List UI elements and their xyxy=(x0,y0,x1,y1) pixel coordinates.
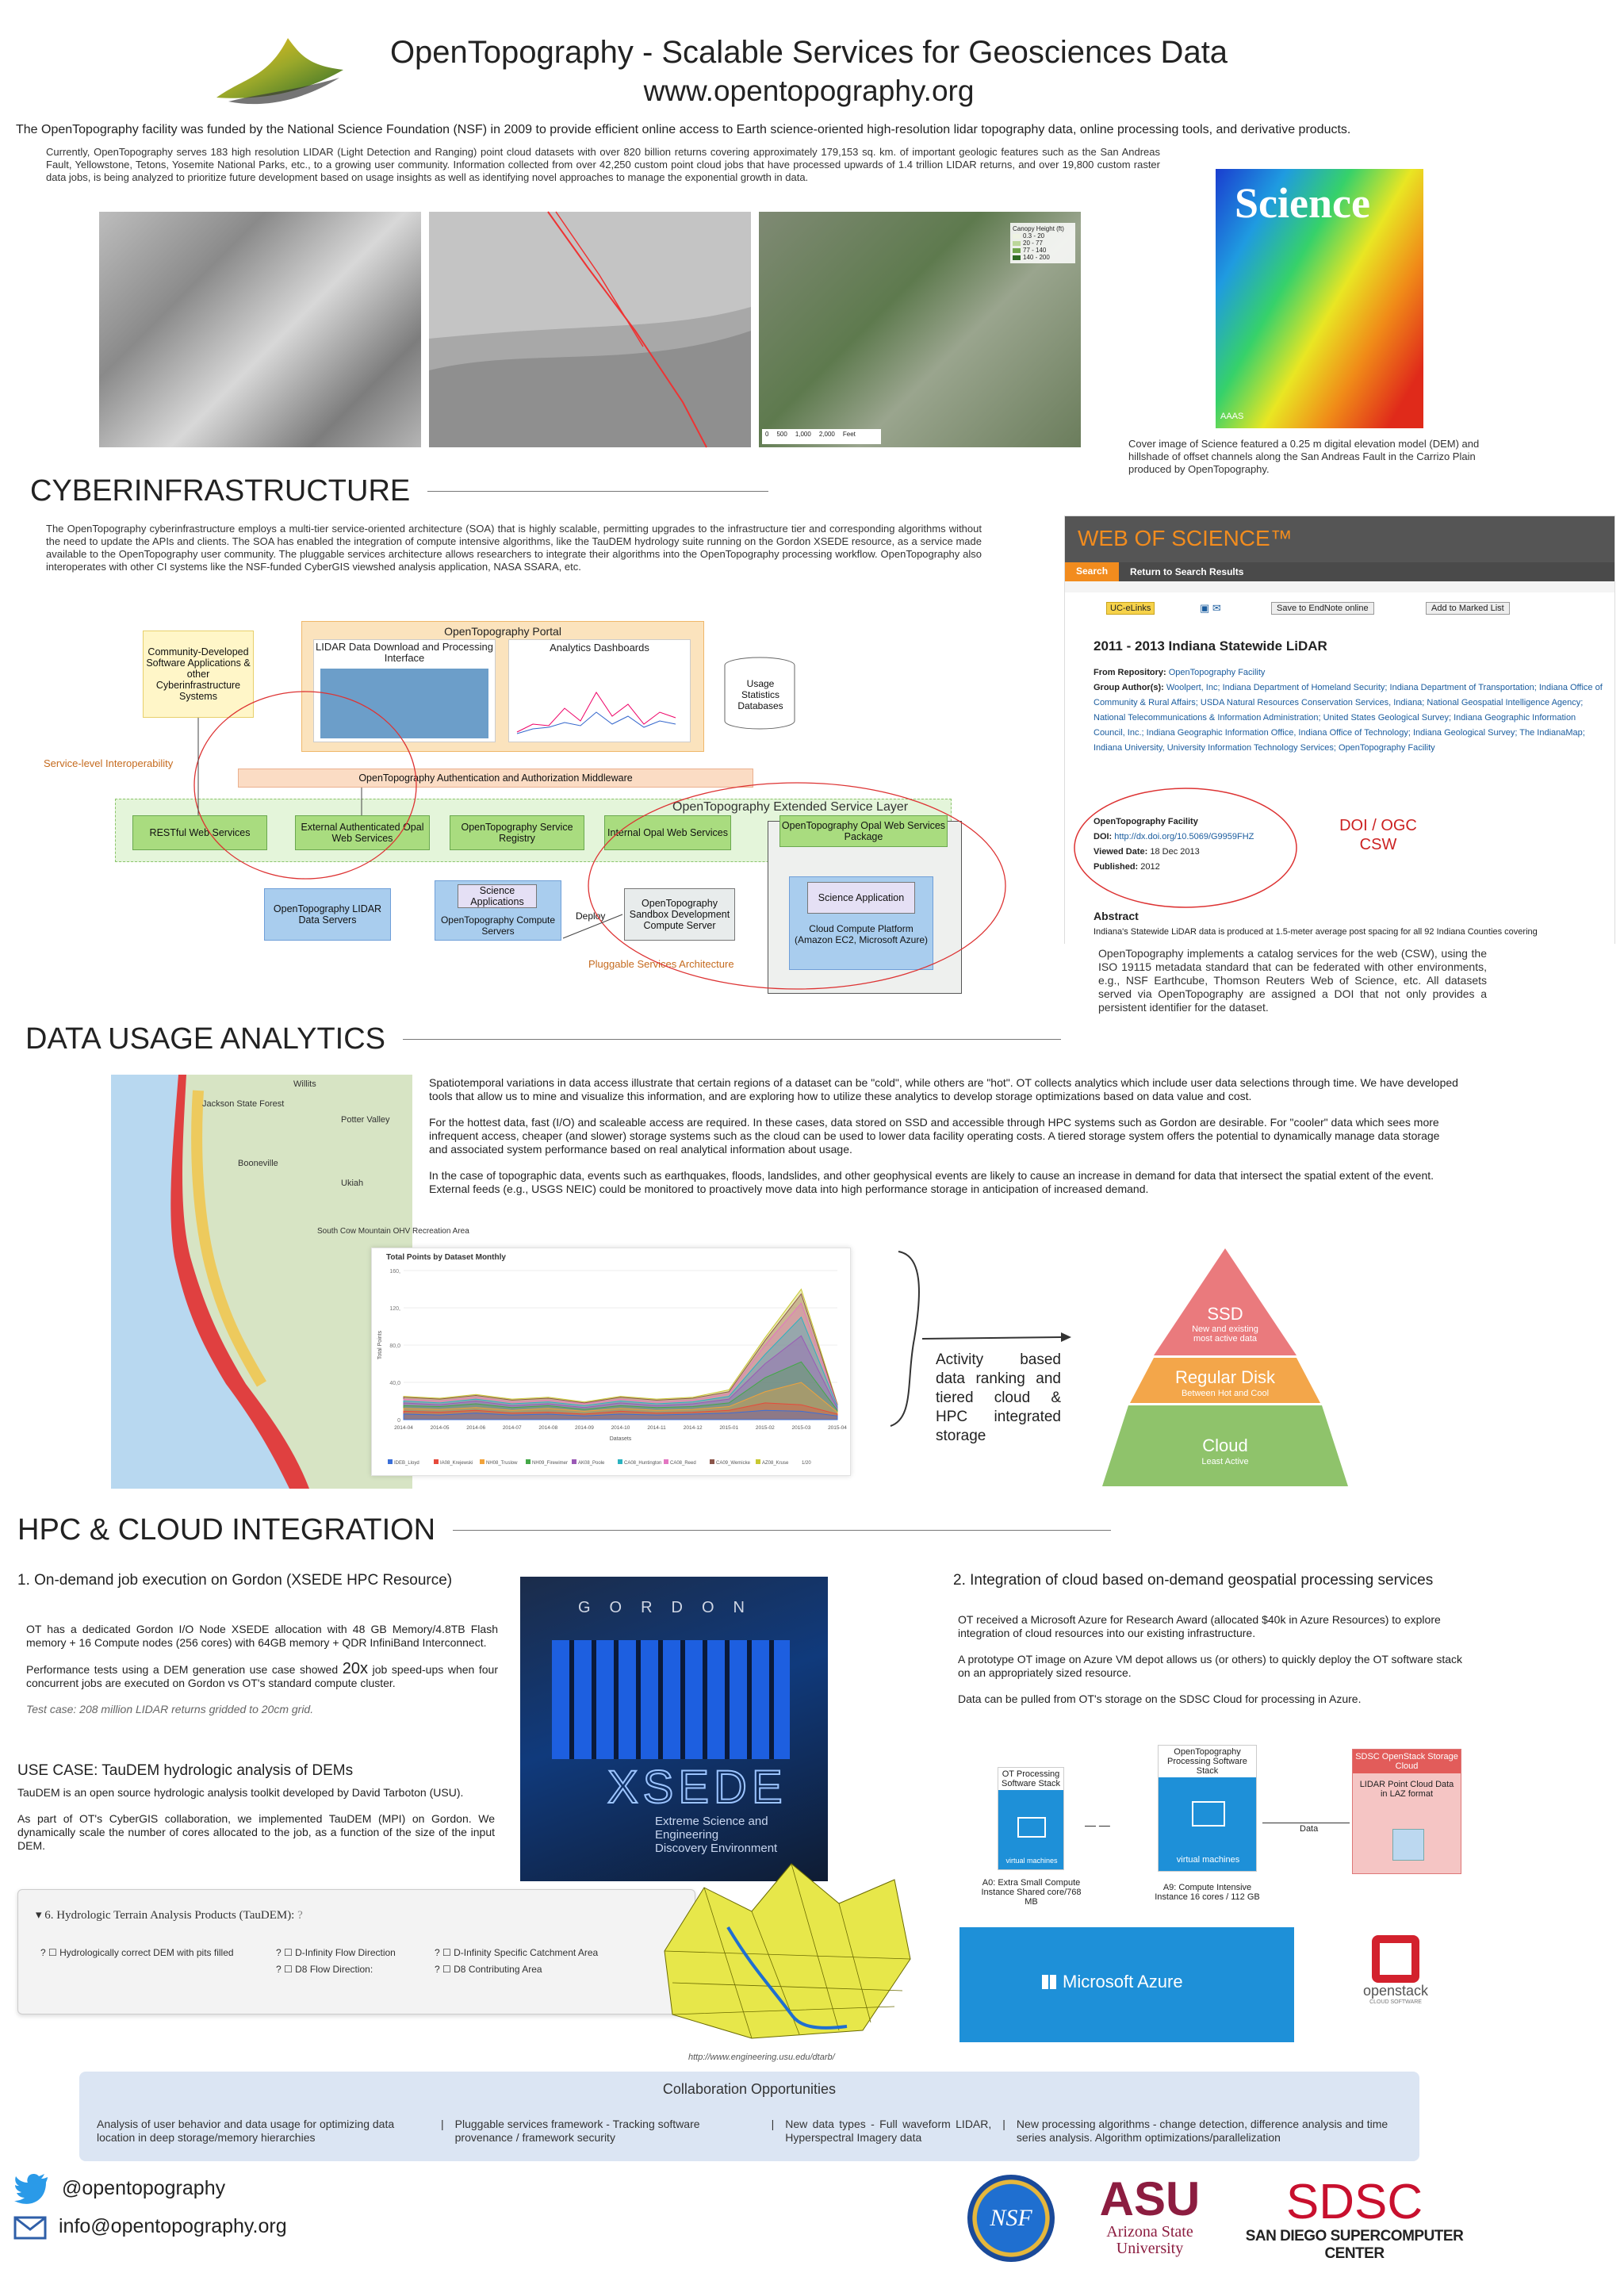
internal-opal-box: Internal Opal Web Services xyxy=(604,815,731,850)
perf-text-2: job speed-ups when four concurrent jobs are executed on Gordon vs OT's standard compute cluster. xyxy=(26,1663,498,1689)
section-analytics xyxy=(25,1022,1061,1056)
fault-hillshade-image xyxy=(429,212,751,447)
intro-paragraph: Currently, OpenTopography serves 183 high resolution LIDAR (Light Detection and Ranging) point cloud datasets with over 820 billion returns covering approximately 179,153 sq. km. of important geologic features such as the San Andreas Fault, Yellowstone, Tetons, Yosemite National Parks, etc., to a growing user community. Information collected from over 42,250 custom point cloud jobs that have processed upwards of 1.4 trillion LIDAR returns, and over 19,800 custom raster data jobs, is being analyzed to prioritize future development based on usage insights as well as identifying novel approaches to manage the exponential growth in data. xyxy=(46,146,1160,183)
vm-large-title: OpenTopography Processing Software Stack xyxy=(1159,1746,1256,1777)
help-icon[interactable]: ? xyxy=(276,1947,282,1958)
y-tick-label: 0 xyxy=(397,1418,400,1424)
option-label: D8 Contributing Area xyxy=(454,1964,542,1975)
sdsc-box-title: SDSC OpenStack Storage Cloud xyxy=(1353,1750,1461,1773)
record-title: 2011 - 2013 Indiana Statewide LiDAR xyxy=(1094,638,1327,654)
vm-small-label: virtual machines xyxy=(1005,1857,1058,1865)
cloud-science-app-box: Science Application xyxy=(807,882,915,914)
option-label: Hydrologically correct DEM with pits filled xyxy=(59,1947,234,1958)
taudem-panel-title: 6. Hydrologic Terrain Analysis Products (TauDEM): xyxy=(44,1909,295,1922)
usage-db-label: Usage Statistics Databases xyxy=(737,678,783,711)
x-tick-label: 2014-09 xyxy=(574,1425,594,1431)
lidar-servers-box: OpenTopography LIDAR Data Servers xyxy=(264,888,391,941)
ranking-label: Activity based data ranking and tiered cloud & HPC integrated storage xyxy=(936,1351,1061,1444)
diagram-annotations xyxy=(0,615,1023,995)
group-authors[interactable]: Woolpert, Inc; Indiana Department of Homeland Security; Indiana Department of Transportation; Indiana Office of Community & Rural Affairs; USDA Natural Resources Conservation Services, Indiana; National Geospatial Intelligence Agency; National Telecommunications & Information Administration; United States Geological Survey; Indiana Geographic Information Council, Inc.; Indiana Geographic Information Office, Indiana Office of Technology; Indiana Geological Survey; The IndianaMap; Indiana University, University Information Technology Services; OpenTopography Facility xyxy=(1094,683,1603,753)
map-place: Ukiah xyxy=(341,1179,364,1188)
section-cyberinfrastructure xyxy=(30,474,768,508)
x-tick-label: 2015-03 xyxy=(791,1425,811,1431)
help-icon[interactable]: ? xyxy=(435,1964,440,1975)
legend-label: NH09_Firewimer xyxy=(532,1461,569,1466)
science-caption: Cover image of Science featured a 0.25 m digital elevation model (DEM) and hillshade of offset channels along the San Andreas Fault in the Carrizo Plain produced by OpenTopography. xyxy=(1128,438,1480,475)
facility-label: OpenTopography Facility xyxy=(1094,817,1198,826)
legend-pager: 1/20 xyxy=(802,1461,811,1466)
sdsc-storage-box xyxy=(1352,1749,1461,1874)
nsf-logo: NSF xyxy=(967,2175,1055,2262)
science-apps-box: Science Applications xyxy=(458,884,537,908)
usage-chart xyxy=(372,1248,852,1477)
auth-middleware-box: OpenTopography Authentication and Authorization Middleware xyxy=(238,769,753,788)
legend-item: 140 - 200 xyxy=(1023,254,1050,261)
collab-title: Collaboration Opportunities xyxy=(662,2081,837,2097)
scale-label: 0 xyxy=(765,431,769,438)
legend-label: IDEB_Lloyd xyxy=(394,1461,419,1466)
test-case: Test case: 208 million LIDAR returns gridded to 20cm grid. xyxy=(26,1703,314,1715)
xsede-tagline: Extreme Science and Engineering xyxy=(655,1815,768,1842)
y-tick-label: 80,0 xyxy=(389,1344,400,1349)
funding-statement: The OpenTopography facility was funded by the National Science Foundation (NSF) in 2009 to provide efficient online access to Earth science-oriented high-resolution lidar topography data, online processing tools, and derivative products. xyxy=(16,123,1351,136)
published-label: Published: xyxy=(1094,862,1139,872)
openstack-sub: CLOUD SOFTWARE xyxy=(1369,1999,1422,2005)
wos-caption: OpenTopography implements a catalog services for the web (CSW), using the ISO 19115 metadata standard that can be federated with other environments, e.g., NSF Earthcube, Thomson Reuters Web of Science, etc. All datasets served via OpenTopography are assigned a DOI that not only provides a persistent identifier for the dataset. xyxy=(1098,947,1487,1014)
page-title: OpenTopography - Scalable Services for Geosciences Data xyxy=(389,35,1228,70)
canopy-legend-title: Canopy Height (ft) xyxy=(1013,225,1064,232)
x-tick-label: 2014-11 xyxy=(647,1425,666,1431)
sdsc-name: SAN DIEGO SUPERCOMPUTER CENTER xyxy=(1245,2228,1464,2262)
scale-label: 2,000 xyxy=(818,431,835,438)
legend-item: 20 - 77 xyxy=(1023,240,1043,247)
group-label: Group Author(s): xyxy=(1094,683,1164,692)
endnote-button[interactable]: Save to EndNote online xyxy=(1271,602,1374,615)
legend-swatch xyxy=(756,1459,760,1464)
analytics-paragraph: Spatiotemporal variations in data access illustrate that certain regions of a dataset can be "cold", while others are "hot". OT collects analytics which include user data selections through time. We have developed tools that allow us to mine and visualize this information, and are exploring how to utilize these analytics to develop storage optimizations based on data value and cost. xyxy=(429,1076,1458,1102)
section-heading: DATA USAGE ANALYTICS xyxy=(25,1022,386,1056)
x-tick-label: 2015-04 xyxy=(828,1425,847,1431)
lidar-hillshade-image xyxy=(99,212,421,447)
map-place: Jackson State Forest xyxy=(202,1099,285,1109)
cloud-label: Cloud xyxy=(1202,1436,1248,1455)
sdsc-mark: SDSC xyxy=(1285,2175,1423,2229)
y-tick-label: 40,0 xyxy=(389,1381,400,1386)
asu-mark: ASU xyxy=(1099,2172,1201,2225)
cloud-paragraph: OT received a Microsoft Azure for Research Award (allocated $40k in Azure Resources) to explore integration of cloud resources into our existing infrastructure. xyxy=(958,1613,1441,1639)
xsede-tagline-2: Discovery Environment xyxy=(655,1842,778,1855)
xsede-wordmark: XSEDE xyxy=(607,1761,787,1813)
deploy-label: Deploy xyxy=(576,910,606,922)
restful-services-box: RESTful Web Services xyxy=(132,815,267,850)
email-icon[interactable] xyxy=(14,2215,46,2239)
sdsc-logo xyxy=(1228,2177,1481,2263)
x-tick-label: 2014-08 xyxy=(538,1425,558,1431)
vm-large-caption: A9: Compute Intensive Instance 16 cores / 112 GB xyxy=(1155,1883,1260,1902)
storage-pyramid xyxy=(1082,1248,1368,1486)
azure-banner xyxy=(959,1927,1294,2042)
help-icon[interactable]: ? xyxy=(276,1964,282,1975)
published-year: 2012 xyxy=(1140,862,1160,872)
legend-swatch xyxy=(434,1459,439,1464)
analytics-paragraph: For the hottest data, fast (I/O) and scaleable access are required. In these cases, data stored on SSD and accessible through HPC systems such as Gordon are desirable. For "cooler" data which sees more infrequent access, cheaper (and slower) storage systems such as the cloud can be used to lower data facility operating costs. A tiered storage system offers the potential to dynamically manage data storage and associated system performance based on real analytical information about usage. xyxy=(429,1116,1440,1156)
marked-list-button[interactable]: Add to Marked List xyxy=(1426,602,1510,615)
wos-brand: WEB OF SCIENCE™ xyxy=(1065,516,1614,562)
vm-large xyxy=(1158,1745,1257,1872)
collab-item: Analysis of user behavior and data usage for optimizing data location in deep storage/memory hierarchies xyxy=(97,2118,395,2144)
legend-label: CA08_Huntington xyxy=(624,1461,662,1466)
taudem-paragraph: As part of OT's CyberGIS collaboration, we implemented TauDEM (MPI) on Gordon. We dynamically scale the number of cores allocated to the job, as a function of the size of the input DEM. xyxy=(17,1812,495,1852)
twitter-icon[interactable] xyxy=(14,2173,49,2203)
cloud-sub: Least Active xyxy=(1201,1457,1249,1466)
help-icon[interactable]: ? xyxy=(435,1947,440,1958)
viewed-label: Viewed Date: xyxy=(1094,847,1148,857)
windows-icon xyxy=(1042,1975,1056,1989)
opentopography-logo xyxy=(213,22,347,116)
gordon-title: 1. On-demand job execution on Gordon (XSEDE HPC Resource) xyxy=(17,1572,453,1589)
ellipsis-connector: — — xyxy=(1085,1819,1110,1831)
help-icon[interactable]: ? xyxy=(297,1909,303,1922)
cloud-platform-label: Cloud Compute Platform (Amazon EC2, Microsoft Azure) xyxy=(794,923,929,945)
lidar-download-title: LIDAR Data Download and Processing Interface xyxy=(316,641,494,664)
x-tick-label: 2014-05 xyxy=(430,1425,450,1431)
portal-title: OpenTopography Portal xyxy=(444,625,561,638)
openstack-logo xyxy=(1348,1935,1443,2005)
data-label: Data xyxy=(1300,1824,1319,1834)
rack-graphic xyxy=(552,1640,790,1759)
y-axis-label: Total Points xyxy=(377,1330,383,1360)
doi-highlight-ellipse xyxy=(1065,592,1616,956)
cyber-paragraph: The OpenTopography cyberinfrastructure employs a multi-tier service-oriented architecture (SOA) that is highly scalable, permitting upgrades to the infrastructure tier and corresponding algorithms without the need to update the APIs and clients. The SOA has enabled the integration of compute intensive algorithms, like the TauDEM hydrology suite running on the Gordon XSEDE resource, as a service made available to the OpenTopography user community. The pluggable services architecture allows researchers to integrate their algorithms into the OpenTopography processing workflow. OpenTopography also interoperates with other CI systems like the NSF-funded CyberGIS viewshed analysis application, NASA SSARA, etc. xyxy=(46,523,982,573)
viewed-date: 18 Dec 2013 xyxy=(1150,847,1200,857)
canopy-height-image xyxy=(759,212,1081,447)
legend-label: IA08_Krejewski xyxy=(440,1461,473,1466)
opal-package-box: OpenTopography Opal Web Services Package xyxy=(779,815,948,847)
legend-label: CA08_Reed xyxy=(670,1461,696,1466)
monitor-icon xyxy=(1192,1801,1225,1827)
section-hpc xyxy=(17,1513,1111,1547)
aaas-label: AAAS xyxy=(1220,412,1244,421)
gordon-text xyxy=(26,1623,498,1716)
wos-return-link[interactable]: Return to Search Results xyxy=(1130,566,1244,577)
x-axis-label: Datasets xyxy=(609,1436,632,1442)
section-heading: CYBERINFRASTRUCTURE xyxy=(30,474,411,508)
service-registry-box: OpenTopography Service Registry xyxy=(450,815,584,850)
collab-item: New data types - Full waveform LIDAR, Hyperspectral Imagery data xyxy=(785,2118,992,2144)
vm-small xyxy=(998,1767,1064,1870)
taudem-panel: ▾ 6. Hydrologic Terrain Analysis Products (TauDEM): ? ? ☐ Hydrologically correct DEM with pits filled ? ☐ D-Infinity Flow Direction ? ☐ D8 Flow Direction: ? ☐ D-Infinity Specific Catchment Area ? ☐ D8 Contributing Area xyxy=(17,1889,695,2014)
perf-text: Performance tests using a DEM generation use case showed xyxy=(26,1663,339,1676)
site-url[interactable]: www.opentopography.org xyxy=(643,75,975,107)
sdsc-box-sub: LIDAR Point Cloud Data in LAZ format xyxy=(1359,1780,1454,1799)
checkbox[interactable]: ☐ xyxy=(48,1947,57,1958)
legend-label: CA09_Wemicke xyxy=(716,1461,750,1466)
print-email-icon[interactable]: ▣ ✉ xyxy=(1200,602,1221,614)
option-label: D8 Flow Direction: xyxy=(295,1964,373,1975)
legend-item: 77 - 140 xyxy=(1023,247,1047,254)
taudem-paragraph: TauDEM is an open source hydrologic analysis toolkit developed by David Tarboton (USU). xyxy=(17,1786,464,1799)
map-place: Willits xyxy=(293,1079,316,1089)
analytics-paragraph: In the case of topographic data, events such as earthquakes, floods, landslides, and other geophysical events are likely to cause an increase in demand for data that intersect the spatial extent of the event. External feeds (e.g., USGS NEIC) could be monitored to proactively move data into high performance storage in anticipation of increased demand. xyxy=(429,1169,1434,1195)
azure-label: Microsoft Azure xyxy=(1063,1972,1183,1991)
map-place: Potter Valley xyxy=(341,1115,390,1125)
divider: | xyxy=(771,2118,775,2130)
collab-box xyxy=(79,2072,1419,2161)
map-place: South Cow Mountain OHV Recreation Area xyxy=(317,1227,469,1236)
scale-unit: Feet xyxy=(842,431,856,438)
uc-elinks-button[interactable]: UC-eLinks xyxy=(1106,602,1155,615)
legend-swatch xyxy=(572,1459,576,1464)
disk-label: Regular Disk xyxy=(1175,1367,1275,1387)
analytics-title: Analytics Dashboards xyxy=(550,642,649,654)
checkbox[interactable]: ☐ xyxy=(442,1964,451,1975)
science-cover xyxy=(1216,169,1423,428)
divider: | xyxy=(441,2118,444,2130)
vm-large-label: virtual machines xyxy=(1176,1855,1240,1865)
checkbox[interactable]: ☐ xyxy=(284,1964,293,1975)
ext-layer-label: OpenTopography Extended Service Layer xyxy=(672,800,909,814)
repo-link[interactable]: OpenTopography Facility xyxy=(1168,668,1266,677)
legend-swatch xyxy=(526,1459,530,1464)
help-icon[interactable]: ? xyxy=(40,1947,46,1958)
legend-swatch xyxy=(664,1459,668,1464)
pluggable-label: Pluggable Services Architecture xyxy=(588,958,734,970)
cloud-paragraph: Data can be pulled from OT's storage on the SDSC Cloud for processing in Azure. xyxy=(958,1692,1362,1705)
scale-bar xyxy=(762,429,881,444)
wos-search-tab[interactable]: Search xyxy=(1065,562,1119,581)
divider: | xyxy=(1002,2118,1005,2130)
chart-title: Total Points by Dataset Monthly xyxy=(386,1253,506,1262)
x-tick-label: 2014-07 xyxy=(502,1425,522,1431)
twitter-handle[interactable]: @opentopography xyxy=(62,2177,226,2199)
doi-link[interactable]: http://dx.doi.org/10.5069/G9959FHZ xyxy=(1114,832,1254,841)
interop-label: Service-level Interoperability xyxy=(44,757,174,769)
usage-chart-panel xyxy=(371,1248,851,1476)
x-tick-label: 2014-10 xyxy=(611,1425,630,1431)
compute-servers-label: OpenTopography Compute Servers xyxy=(440,914,556,937)
x-tick-label: 2014-04 xyxy=(394,1425,413,1431)
legend-label: AK08_Poole xyxy=(578,1461,605,1466)
checkbox[interactable]: ☐ xyxy=(442,1947,451,1958)
legend-swatch xyxy=(480,1459,485,1464)
canopy-legend xyxy=(1010,223,1075,263)
email-address[interactable]: info@opentopography.org xyxy=(59,2215,287,2237)
checkbox[interactable]: ☐ xyxy=(284,1947,293,1958)
speedup-value: 20x xyxy=(342,1660,369,1677)
collab-item: Pluggable services framework - Tracking software provenance / framework security xyxy=(454,2118,700,2144)
architecture-diagram xyxy=(0,615,1023,995)
legend-swatch xyxy=(710,1459,714,1464)
disk-sub: Between Hot and Cool xyxy=(1181,1389,1270,1398)
x-tick-label: 2015-01 xyxy=(719,1425,739,1431)
y-tick-label: 160, xyxy=(389,1269,400,1275)
doi-ogc-label: DOI / OGC xyxy=(1339,817,1417,834)
legend-item: 0.3 - 20 xyxy=(1023,232,1045,240)
asu-name: Arizona State xyxy=(1106,2223,1193,2241)
x-tick-label: 2014-12 xyxy=(683,1425,703,1431)
external-opal-box: External Authenticated Opal Web Services xyxy=(295,815,430,850)
terrain-mesh xyxy=(657,1856,918,2045)
wos-screenshot xyxy=(1064,516,1615,944)
scale-label: 500 xyxy=(776,431,787,438)
x-tick-label: 2014-06 xyxy=(466,1425,486,1431)
collab-item: New processing algorithms - change detection, difference analysis and time series analysis. Algorithm optimizations/parallelization xyxy=(1016,2118,1388,2144)
cloud-title: 2. Integration of cloud based on-demand geospatial processing services xyxy=(953,1572,1434,1589)
legend-label: AZ08_Kruse xyxy=(762,1461,789,1466)
cloud-paragraph: A prototype OT image on Azure VM depot allows us (or others) to quickly deploy the OT software stack on an appropriately sized resource. xyxy=(958,1653,1463,1679)
y-tick-label: 120, xyxy=(389,1306,400,1312)
gordon-wordmark: GORDON xyxy=(578,1599,764,1616)
taudem-url[interactable]: http://www.engineering.usu.edu/dtarb/ xyxy=(688,2053,835,2062)
csw-label: CSW xyxy=(1359,836,1397,853)
abstract-label: Abstract xyxy=(1094,910,1139,922)
vm-small-title: OT Processing Software Stack xyxy=(998,1768,1063,1790)
legend-swatch xyxy=(618,1459,622,1464)
community-apps-box: Community-Developed Software Applications & other Cyberinfrastructure Systems xyxy=(143,631,254,718)
ssd-label: SSD xyxy=(1207,1304,1243,1324)
ssd-sub: New and existing most active data xyxy=(1192,1324,1258,1344)
sandbox-server-box: OpenTopography Sandbox Development Compute Server xyxy=(624,888,735,941)
openstack-label: openstack xyxy=(1362,1983,1429,1999)
cube-icon xyxy=(1392,1829,1424,1861)
legend-swatch xyxy=(388,1459,393,1464)
repo-label: From Repository: xyxy=(1094,668,1166,677)
cloud-text xyxy=(958,1613,1465,1706)
gordon-photo xyxy=(520,1577,828,1881)
x-tick-label: 2015-02 xyxy=(755,1425,775,1431)
monitor-icon xyxy=(1017,1817,1046,1838)
abstract-text: Indiana's Statewide LiDAR data is produced at 1.5-meter average post spacing for all 92 Indiana Counties covering xyxy=(1094,927,1538,937)
doi-label: DOI: xyxy=(1094,832,1113,841)
use-case-title: USE CASE: TauDEM hydrologic analysis of DEMs xyxy=(17,1762,354,1779)
asu-logo xyxy=(1082,2172,1217,2257)
vm-small-caption: A0: Extra Small Compute Instance Shared core/768 MB xyxy=(981,1878,1082,1907)
asu-name-2: University xyxy=(1116,2240,1184,2257)
option-label: D-Infinity Flow Direction xyxy=(295,1947,396,1958)
gordon-paragraph: OT has a dedicated Gordon I/O Node XSEDE allocation with 48 GB Memory/4.8TB Flash memory + 16 Compute nodes (256 cores) with 64GB memory + QDR InfiniBand Interconnect. xyxy=(26,1623,498,1649)
analytics-text xyxy=(429,1076,1460,1196)
section-heading: HPC & CLOUD INTEGRATION xyxy=(17,1513,436,1547)
science-masthead: Science xyxy=(1235,179,1370,227)
openstack-icon xyxy=(1372,1935,1419,1983)
taudem-text xyxy=(17,1786,495,1853)
scale-label: 1,000 xyxy=(795,431,811,438)
option-label: D-Infinity Specific Catchment Area xyxy=(454,1947,599,1958)
legend-label: NH08_Truslow xyxy=(486,1461,518,1466)
map-place: Booneville xyxy=(238,1159,278,1168)
